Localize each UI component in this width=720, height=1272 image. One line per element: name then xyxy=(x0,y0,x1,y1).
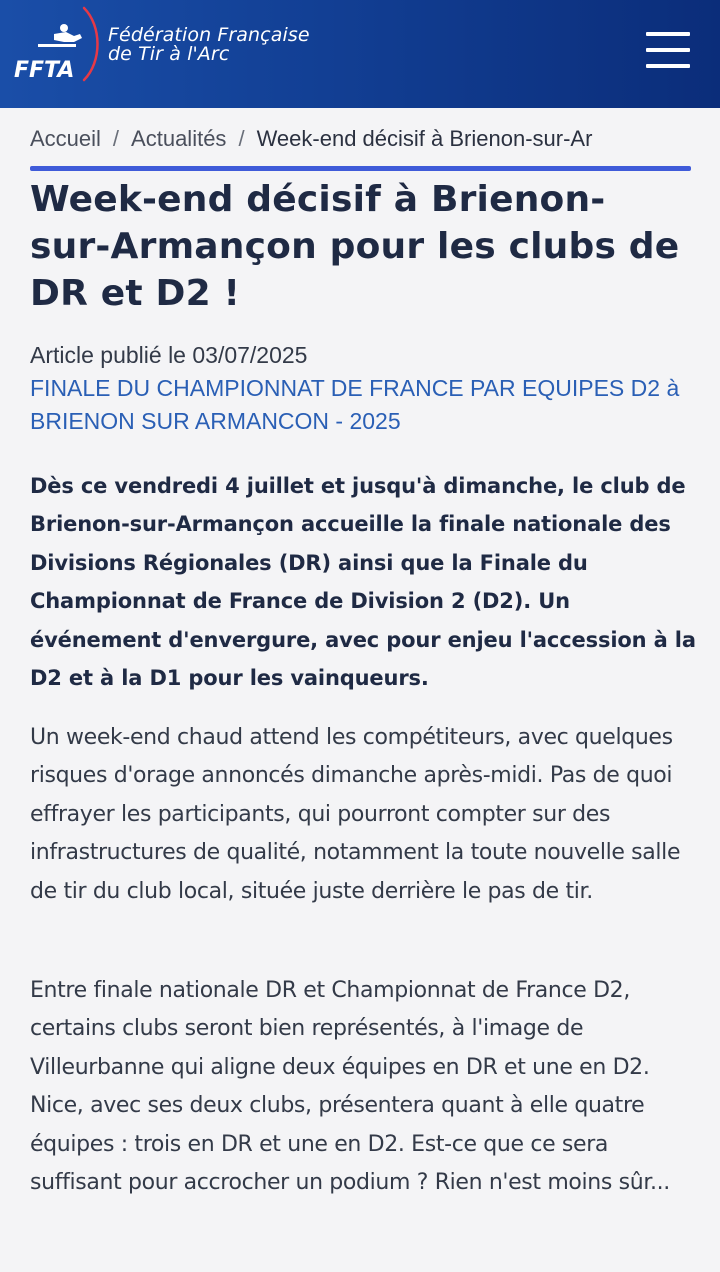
category-link[interactable]: FINALE DU CHAMPIONNAT DE FRANCE PAR EQUIPES D2 à BRIENON SUR ARMANCON - 2025 xyxy=(30,375,680,434)
breadcrumb-news[interactable]: Actualités xyxy=(131,126,227,151)
title-accent-rule xyxy=(30,166,691,171)
org-name-line2: de Tir à l'Arc xyxy=(108,43,230,65)
article-lead: Dès ce vendredi 4 juillet et jusqu'à dimanche, le club de Brienon-sur-Armançon accueille la finale nationale des Divisions Régionales (DR) ainsi que la Finale du Championnat de France de Division 2 (D2). Un événement d'envergure, avec pour enjeu l'accession à la D2 et à la D1 pour les vainqueurs. xyxy=(30,474,696,691)
hamburger-menu-icon[interactable] xyxy=(644,32,692,68)
org-name-line1: Fédération Française xyxy=(108,24,310,46)
page-title: Week-end décisif à Brienon-sur-Armançon pour les clubs de DR et D2 ! xyxy=(30,179,680,314)
archer-logo-icon xyxy=(14,4,106,86)
breadcrumb-separator: / xyxy=(112,126,120,151)
breadcrumb xyxy=(30,122,692,156)
publish-date: Article publié le 03/07/2025 xyxy=(30,342,308,368)
menu-line xyxy=(646,32,690,36)
ffta-logo[interactable] xyxy=(14,4,106,86)
organization-name xyxy=(108,26,310,64)
article-paragraph: Un week-end chaud attend les compétiteurs, avec quelques risques d'orage annoncés dimanche après-midi. Pas de quoi effrayer les participants, qui pourront compter sur des infrastructures de qualité, notamment la toute nouvelle salle de tir du club local, située juste derrière le pas de tir. xyxy=(30,725,681,904)
breadcrumb-separator: / xyxy=(238,126,245,151)
menu-line xyxy=(646,64,690,68)
article-paragraph: Entre finale nationale DR et Championnat de France D2, certains clubs seront bien représentés, à l'image de Villeurbanne qui aligne deux équipes en DR et une en D2. Nice, avec ses deux clubs, présentera quant à elle quatre équipes : trois en DR et une en D2. Est-ce que ce sera suffisant pour accrocher un podium ? Rien n'est moins sûr... xyxy=(30,978,670,1196)
breadcrumb-current: Week-end décisif à Brienon-sur-Ar xyxy=(256,126,593,151)
menu-line xyxy=(646,48,690,52)
breadcrumb-home[interactable]: Accueil xyxy=(30,126,101,151)
logo-text: FFTA xyxy=(14,58,75,83)
site-header xyxy=(0,0,720,108)
